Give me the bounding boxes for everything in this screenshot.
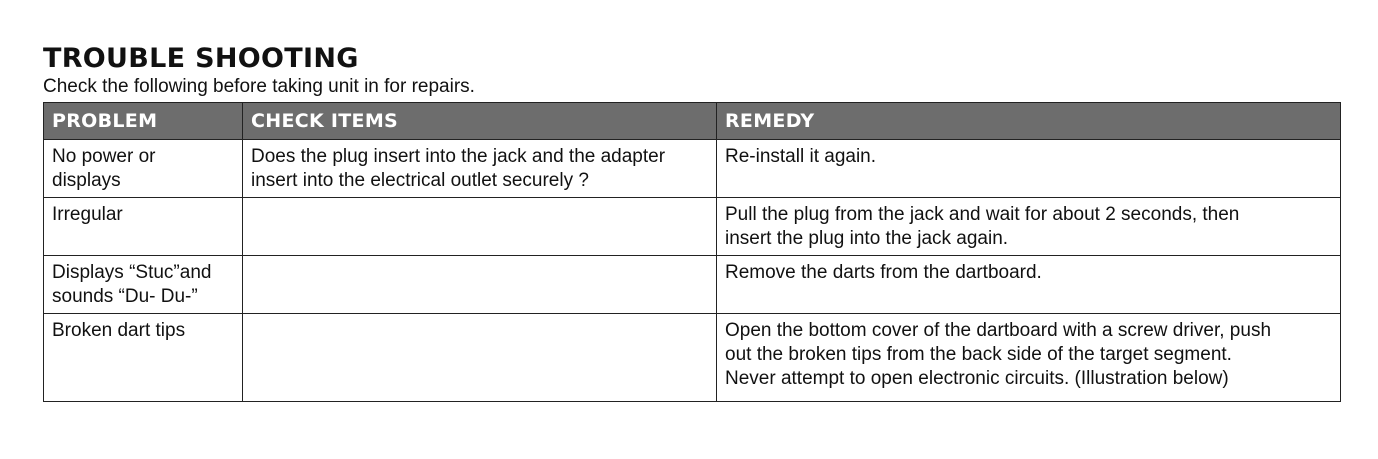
column-header-problem: PROBLEM (44, 103, 243, 140)
cell-line: insert the plug into the jack again. (725, 228, 1009, 249)
table-header-row (44, 103, 1341, 140)
troubleshooting-table (43, 102, 1341, 402)
column-header-remedy: REMEDY (717, 103, 1341, 140)
table-row (44, 198, 1341, 256)
table-row (44, 314, 1341, 402)
page-subtitle: Check the following before taking unit in for repairs. (43, 76, 475, 97)
cell-line: Re-install it again. (725, 146, 877, 167)
cell-line: Broken dart tips (52, 320, 186, 341)
table-row (44, 256, 1341, 314)
cell-line: Never attempt to open electronic circuits. (Illustration below) (725, 368, 1229, 389)
column-header-check-items: CHECK ITEMS (243, 103, 717, 140)
remedy-cell (717, 140, 1341, 198)
check-cell (243, 256, 717, 314)
cell-line: Remove the darts from the dartboard. (725, 262, 1042, 283)
cell-line: Displays “Stuc”and (52, 262, 212, 283)
remedy-cell (717, 198, 1341, 256)
problem-cell (44, 256, 243, 314)
cell-line: sounds “Du- Du-” (52, 286, 198, 307)
page-title: TROUBLE SHOOTING (43, 43, 359, 74)
remedy-cell (717, 314, 1341, 402)
troubleshooting-section (43, 42, 1340, 402)
cell-line: displays (52, 170, 121, 191)
problem-cell (44, 140, 243, 198)
check-cell (243, 140, 717, 198)
check-cell (243, 314, 717, 402)
problem-cell (44, 198, 243, 256)
remedy-cell (717, 256, 1341, 314)
cell-line: insert into the electrical outlet securely ? (251, 170, 589, 191)
check-cell (243, 198, 717, 256)
table-row (44, 140, 1341, 198)
cell-line: Pull the plug from the jack and wait for about 2 seconds, then (725, 204, 1240, 225)
cell-line: Does the plug insert into the jack and the adapter (251, 146, 666, 167)
cell-line: No power or (52, 146, 156, 167)
cell-line: Open the bottom cover of the dartboard with a screw driver, push (725, 320, 1272, 341)
cell-line: Irregular (52, 204, 123, 225)
problem-cell (44, 314, 243, 402)
cell-line: out the broken tips from the back side of the target segment. (725, 344, 1232, 365)
